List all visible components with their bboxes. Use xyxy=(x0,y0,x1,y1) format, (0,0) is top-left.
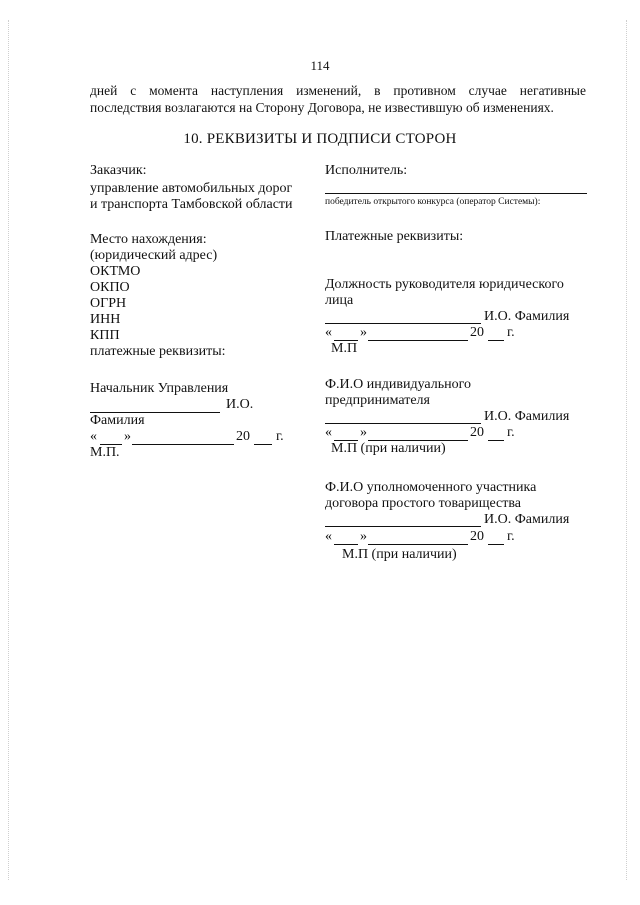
contractor-date-open-quote-2: « xyxy=(325,425,332,440)
intro-paragraph xyxy=(90,82,586,116)
page-number: 114 xyxy=(310,58,330,73)
customer-month-line xyxy=(132,444,234,445)
contractor-legal-head-line-1: Должность руководителя юридического xyxy=(325,277,564,292)
contractor-entrepreneur-line-1: Ф.И.О индивидуального xyxy=(325,377,472,392)
customer-name-line-2: и транспорта Тамбовской области xyxy=(90,197,293,212)
contractor-year-line-2 xyxy=(488,440,504,441)
contractor-year-suffix-1: г. xyxy=(507,325,515,340)
contractor-date-open-quote-3: « xyxy=(325,529,332,544)
customer-okpo: ОКПО xyxy=(90,280,130,295)
contractor-legal-head-line-2: лица xyxy=(325,293,354,308)
customer-year-suffix: г. xyxy=(276,429,284,444)
customer-inn: ИНН xyxy=(90,312,121,327)
contractor-year-suffix-3: г. xyxy=(507,529,515,544)
customer-location-label: Место нахождения: xyxy=(90,232,207,247)
contractor-sig-name-3: И.О. Фамилия xyxy=(484,512,570,527)
contractor-month-line-3 xyxy=(368,544,468,545)
customer-name-line-1: управление автомобильных дорог xyxy=(90,181,293,196)
customer-payment-details: платежные реквизиты: xyxy=(90,344,226,359)
customer-kpp: КПП xyxy=(90,328,120,343)
contractor-sig-name-1: И.О. Фамилия xyxy=(484,309,570,324)
contractor-partnership-line-1: Ф.И.О уполномоченного участника xyxy=(325,480,537,495)
section-title: 10. РЕКВИЗИТЫ И ПОДПИСИ СТОРОН xyxy=(183,131,457,147)
contractor-entrepreneur-line-2: предпринимателя xyxy=(325,393,430,408)
contractor-year-line-1 xyxy=(488,340,504,341)
contractor-label: Исполнитель: xyxy=(325,163,408,178)
customer-head-title: Начальник Управления xyxy=(90,381,229,396)
contractor-date-close-quote-3: » xyxy=(360,529,367,544)
contractor-date-open-quote-1: « xyxy=(325,325,332,340)
customer-date-close-quote: » xyxy=(124,429,131,444)
customer-year-prefix: 20 xyxy=(236,429,250,444)
scan-edge-right xyxy=(626,20,628,880)
customer-surname: Фамилия xyxy=(90,413,145,428)
contractor-partnership-line-2: договора простого товарищества xyxy=(325,496,522,511)
contractor-year-line-3 xyxy=(488,544,504,545)
contractor-stamp-1: М.П xyxy=(331,341,358,356)
customer-label: Заказчик: xyxy=(90,163,147,178)
contractor-date-close-quote-1: » xyxy=(360,325,367,340)
contractor-sig-name-2: И.О. Фамилия xyxy=(484,409,570,424)
contractor-day-line-3 xyxy=(334,544,358,545)
customer-stamp: М.П. xyxy=(90,445,120,460)
customer-year-line xyxy=(254,444,272,445)
contractor-year-prefix-3: 20 xyxy=(470,529,484,544)
contractor-payment-details: Платежные реквизиты: xyxy=(325,229,464,244)
contractor-name-line xyxy=(325,193,587,194)
contractor-signature-line-3 xyxy=(325,526,481,527)
contractor-winner-caption: победитель открытого конкурса (оператор Системы): xyxy=(325,197,541,207)
contractor-stamp-3: М.П (при наличии) xyxy=(342,547,457,562)
intro-line-2: последствия возлагаются на Сторону Договора, не известившую об изменениях. xyxy=(90,100,554,115)
contractor-year-prefix-1: 20 xyxy=(470,325,484,340)
intro-line-1: дней с момента наступления изменений, в противном случае негативные xyxy=(90,83,586,98)
customer-oktmo: ОКТМО xyxy=(90,264,141,279)
scan-edge-left xyxy=(8,20,10,880)
contractor-month-line-1 xyxy=(368,340,468,341)
contractor-year-suffix-2: г. xyxy=(507,425,515,440)
contractor-date-close-quote-2: » xyxy=(360,425,367,440)
contractor-signature-line-2 xyxy=(325,423,481,424)
customer-date-open-quote: « xyxy=(90,429,97,444)
customer-legal-address: (юридический адрес) xyxy=(90,248,218,263)
customer-initials: И.О. xyxy=(226,397,254,412)
customer-ogrn: ОГРН xyxy=(90,296,127,311)
contractor-signature-line-1 xyxy=(325,323,481,324)
contractor-year-prefix-2: 20 xyxy=(470,425,484,440)
contractor-stamp-2: М.П (при наличии) xyxy=(331,441,446,456)
